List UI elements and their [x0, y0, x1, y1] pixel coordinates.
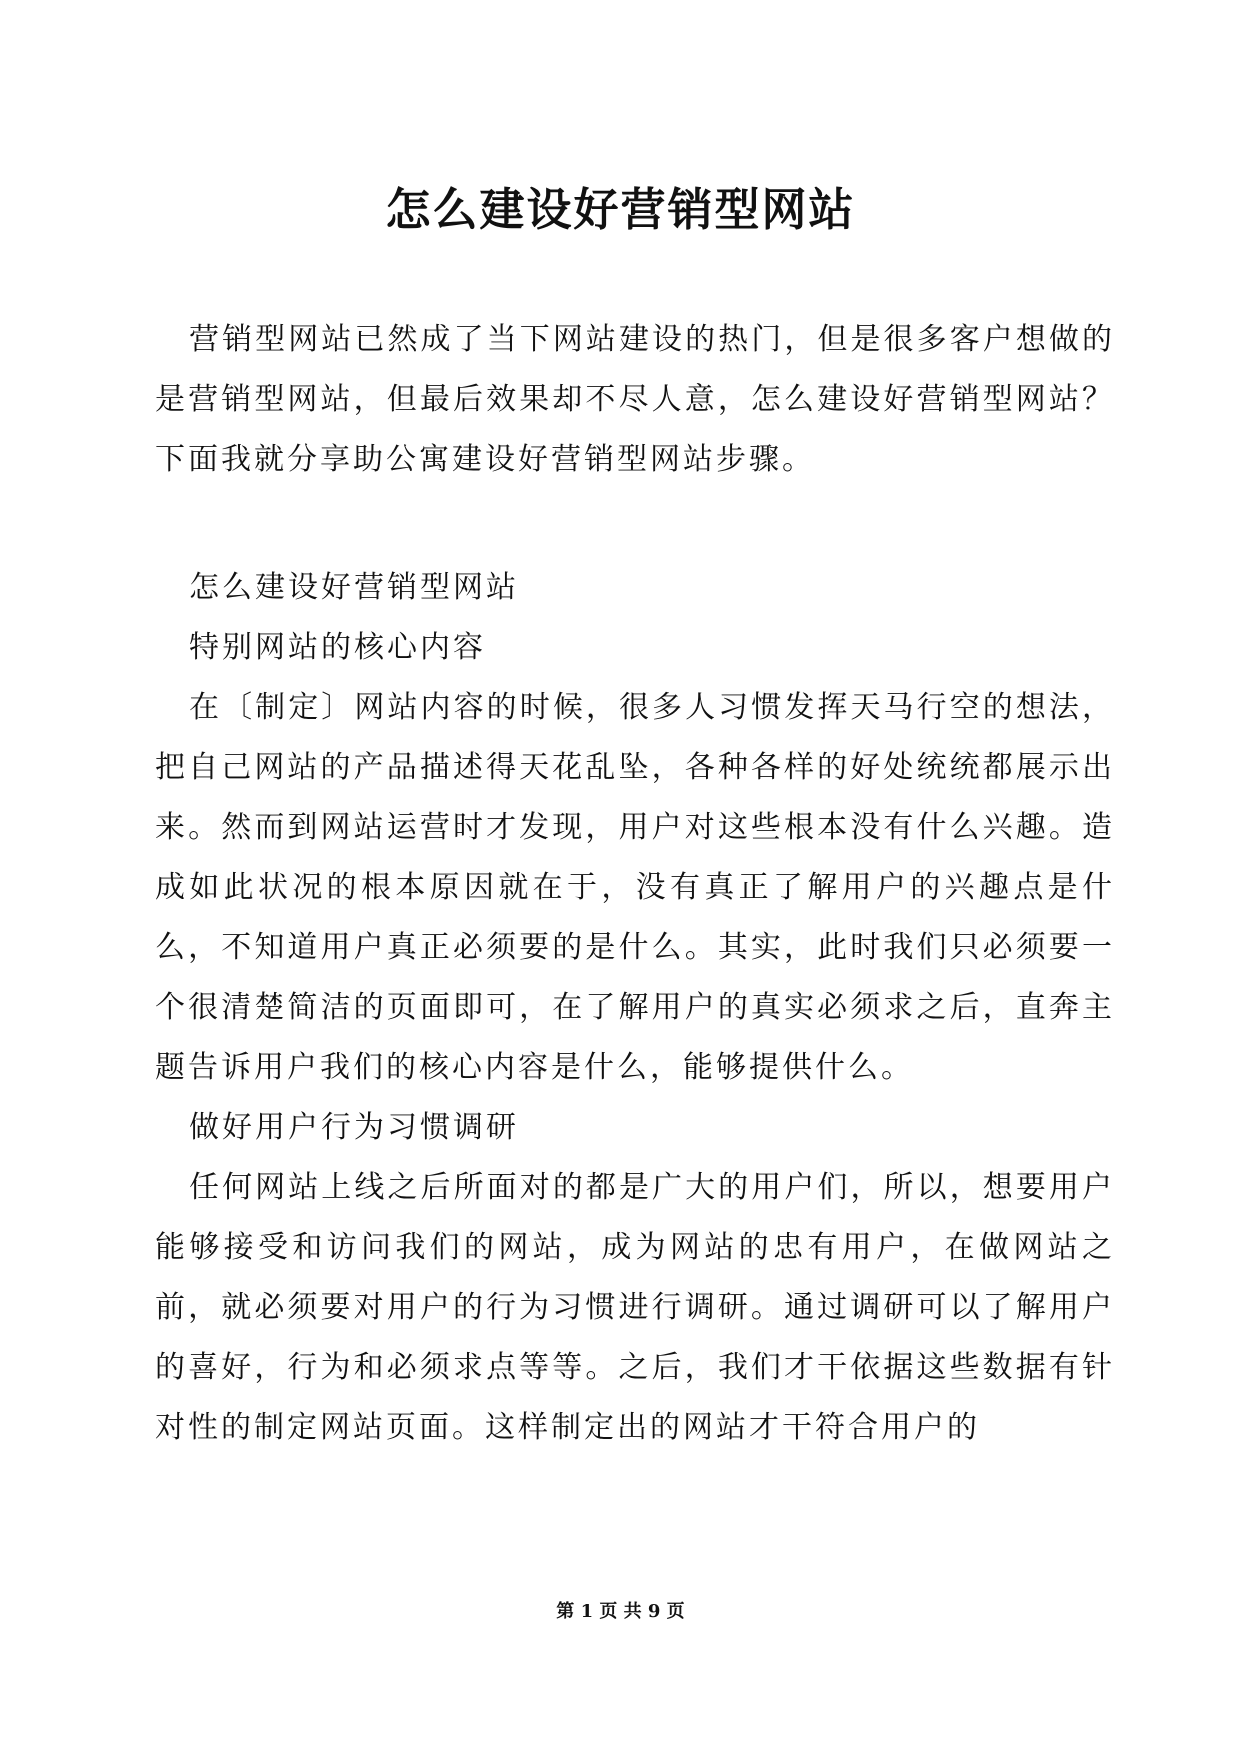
- page-title: 怎么建设好营销型网站: [385, 183, 856, 236]
- subsection-heading: 做好用户行为习惯调研: [189, 1110, 519, 1145]
- document-body: [155, 310, 1115, 1458]
- page-number-footer: 第 1 页 共 9 页: [556, 1601, 685, 1622]
- intro-paragraph: 营销型网站已然成了当下网站建设的热门，但是很多客户想做的是营销型网站，但最后效果却不尽人意，怎么建设好营销型网站？下面我就分享助公寓建设好营销型网站步骤。: [155, 322, 1115, 477]
- body-paragraph: 在〔制定〕网站内容的时候，很多人习惯发挥天马行空的想法，把自己网站的产品描述得天花乱坠，各种各样的好处统统都展示出来。然而到网站运营时才发现，用户对这些根本没有什么兴趣。造成如此状况的根本原因就在于，没有真正了解用户的兴趣点是什么，不知道用户真正必须要的是什么。其实，此时我们只必须要一个很清楚简洁的页面即可，在了解用户的真实必须求之后，直奔主题告诉用户我们的核心内容是什么，能够提供什么。: [155, 690, 1115, 1085]
- paragraph-spacer: [155, 490, 1115, 558]
- subsection-heading: 特别网站的核心内容: [189, 630, 486, 665]
- body-paragraph: 任何网站上线之后所面对的都是广大的用户们，所以，想要用户能够接受和访问我们的网站，成为网站的忠有用户，在做网站之前，就必须要对用户的行为习惯进行调研。通过调研可以了解用户的喜好，行为和必须求点等等。之后，我们才干依据这些数据有针对性的制定网站页面。这样制定出的网站才干符合用户的: [155, 1170, 1115, 1445]
- section-heading: 怎么建设好营销型网站: [189, 570, 519, 605]
